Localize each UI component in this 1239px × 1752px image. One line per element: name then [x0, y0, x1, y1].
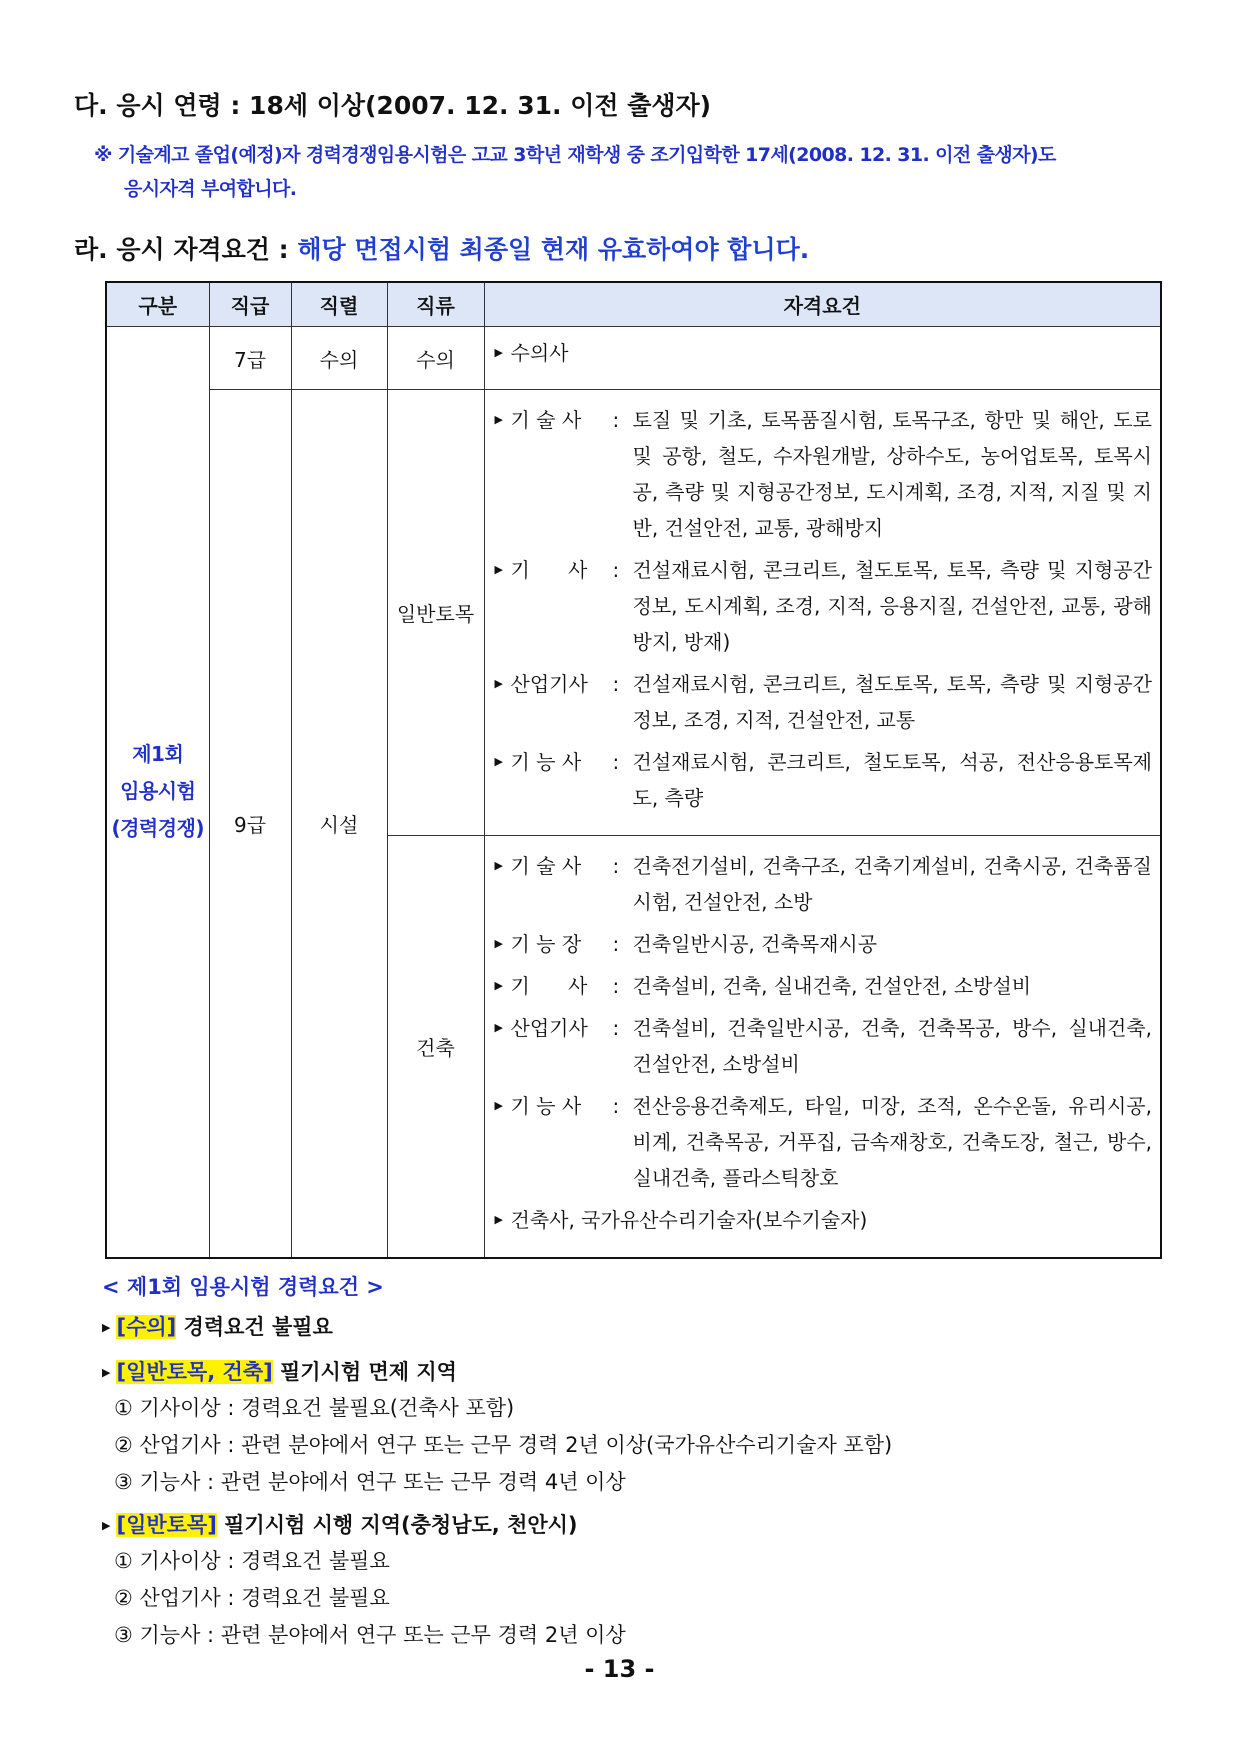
entry-colon: :: [612, 408, 620, 432]
career-bullet-exempt: [102, 1356, 457, 1386]
entry-label: 산업기사: [510, 672, 588, 696]
entry-text: 전산응용건축제도, 타일, 미장, 조적, 온수온돌, 유리시공, 비계, 건축목공, 거푸집, 금속재창호, 건축도장, 철근, 방수, 실내건축, 플라스틱창호: [632, 1094, 1152, 1190]
entry-label: 기 능 사: [510, 750, 582, 774]
career-tag: [수의]: [116, 1315, 177, 1339]
entry-colon: :: [612, 750, 620, 774]
gubun-line-3: (경력경쟁): [111, 816, 205, 841]
list-item: [495, 1202, 1153, 1238]
grade-9: 9급: [209, 390, 291, 1258]
list-item: [495, 968, 1153, 1004]
series-vet: 수의: [291, 327, 387, 390]
entry-text: 건설재료시험, 콘크리트, 철도토목, 토목, 측량 및 지형공간정보, 도시계획, 조경, 지적, 응용지질, 건설안전, 교통, 광해방지, 방재): [632, 558, 1152, 654]
career-text: 필기시험 시행 지역(충청남도, 천안시): [216, 1513, 578, 1537]
grade-7: 7급: [209, 327, 291, 390]
entry-label: 기 능 장: [510, 932, 582, 956]
gubun-cell: [106, 327, 209, 1258]
list-item: [495, 848, 1153, 920]
list-item: [495, 552, 1153, 660]
list-item: [495, 666, 1153, 738]
career-tag: [일반토목, 건축]: [116, 1360, 273, 1384]
header-gubun: 구분: [106, 282, 209, 327]
list-item: ② 산업기사 : 관련 분야에서 연구 또는 근무 경력 2년 이상(국가유산수리기술자 포함): [114, 1433, 893, 1457]
branch-civil: 일반토목: [387, 390, 484, 836]
entry-label: 산업기사: [510, 1016, 588, 1040]
branch-arch: 건축: [387, 836, 484, 1258]
note-line-1: ※ 기술계고 졸업(예정)자 경력경쟁임용시험은 고교 3학년 재학생 중 조기입학한 17세(2008. 12. 31. 이전 출생자)도: [94, 144, 1056, 166]
entry-colon: :: [612, 1094, 620, 1118]
triangle-bullet-icon: ▶: [494, 755, 503, 768]
entry-text: 건축설비, 건축일반시공, 건축, 건축목공, 방수, 실내건축, 건설안전, 소방설비: [632, 1016, 1152, 1076]
entry-colon: :: [612, 1016, 620, 1040]
branch-vet: 수의: [387, 327, 484, 390]
career-text: 필기시험 면제 지역: [272, 1360, 457, 1384]
entry-text: 건축사, 국가유산수리기술자(보수기술자): [510, 1208, 868, 1232]
triangle-bullet-icon: ▶: [102, 1321, 111, 1334]
table-row: [106, 327, 1161, 390]
series-facility: 시설: [291, 390, 387, 1258]
section-ra-heading: [74, 230, 809, 266]
entry-label: 기 사: [510, 974, 588, 998]
triangle-bullet-icon: ▶: [494, 1099, 503, 1112]
triangle-bullet-icon: ▶: [494, 979, 503, 992]
entry-text: 건설재료시험, 콘크리트, 철도토목, 토목, 측량 및 지형공간정보, 조경, 지적, 건설안전, 교통: [632, 672, 1152, 732]
entry-text: 토질 및 기초, 토목품질시험, 토목구조, 항만 및 해안, 도로 및 공항, 철도, 수자원개발, 상하수도, 농어업토목, 토목시공, 측량 및 지형공간정보, 도시계획, 조경, 지적, 지질 및 지반, 건설안전, 교통, 광해방지: [632, 408, 1152, 540]
entry-colon: :: [612, 558, 620, 582]
req-arch: [484, 836, 1161, 1258]
entry-text: 건축일반시공, 건축목재시공: [632, 932, 878, 956]
list-item: ① 기사이상 : 경력요건 불필요: [114, 1549, 390, 1573]
career-bullet-written: [102, 1509, 578, 1539]
career-tag: [일반토목]: [116, 1513, 217, 1537]
triangle-bullet-icon: ▶: [494, 937, 503, 950]
triangle-bullet-icon: ▶: [494, 346, 503, 359]
gubun-line-1: 제1회: [132, 742, 184, 767]
section-ra-prefix: 라. 응시 자격요건 :: [74, 235, 298, 264]
list-item: ③ 기능사 : 관련 분야에서 연구 또는 근무 경력 2년 이상: [114, 1623, 626, 1647]
triangle-bullet-icon: ▶: [494, 413, 503, 426]
header-requirement: 자격요건: [484, 282, 1161, 327]
entry-colon: :: [612, 672, 620, 696]
req-civil: [484, 390, 1161, 836]
entry-text: 건축전기설비, 건축구조, 건축기계설비, 건축시공, 건축품질시험, 건설안전, 소방: [632, 854, 1152, 914]
age-note: [94, 138, 1184, 206]
header-series: 직렬: [291, 282, 387, 327]
triangle-bullet-icon: ▶: [102, 1519, 111, 1532]
list-item: [495, 402, 1153, 546]
list-item: [495, 744, 1153, 816]
triangle-bullet-icon: ▶: [102, 1366, 111, 1379]
career-bullet-vet: [102, 1311, 333, 1341]
list-item: [495, 1010, 1153, 1082]
req-vet: [484, 327, 1161, 390]
triangle-bullet-icon: ▶: [494, 859, 503, 872]
list-item: ③ 기능사 : 관련 분야에서 연구 또는 근무 경력 4년 이상: [114, 1470, 626, 1494]
triangle-bullet-icon: ▶: [494, 677, 503, 690]
header-grade: 직급: [209, 282, 291, 327]
section-da-heading: 다. 응시 연령 : 18세 이상(2007. 12. 31. 이전 출생자): [74, 91, 712, 120]
header-branch: 직류: [387, 282, 484, 327]
list-item: ① 기사이상 : 경력요건 불필요(건축사 포함): [114, 1396, 515, 1420]
qualification-table: [105, 281, 1162, 1259]
list-item: ② 산업기사 : 경력요건 불필요: [114, 1586, 390, 1610]
page-number: - 13 -: [584, 1655, 655, 1683]
entry-colon: :: [612, 974, 620, 998]
triangle-bullet-icon: ▶: [494, 1021, 503, 1034]
table-row: [106, 390, 1161, 836]
entry-label: 기 사: [510, 558, 588, 582]
career-text: 경력요건 불필요: [176, 1315, 333, 1339]
entry-text: 건축설비, 건축, 실내건축, 건설안전, 소방설비: [632, 974, 1032, 998]
entry-label: 기 술 사: [510, 854, 582, 878]
req-vet-text: 수의사: [510, 341, 569, 365]
list-item: [495, 926, 1153, 962]
gubun-line-2: 임용시험: [120, 779, 196, 804]
entry-colon: :: [612, 932, 620, 956]
list-item: [495, 1088, 1153, 1196]
entry-label: 기 능 사: [510, 1094, 582, 1118]
triangle-bullet-icon: ▶: [494, 563, 503, 576]
career-title: < 제1회 임용시험 경력요건 >: [102, 1275, 384, 1299]
entry-colon: :: [612, 854, 620, 878]
entry-text: 건설재료시험, 콘크리트, 철도토목, 석공, 전산응용토목제도, 측량: [632, 750, 1152, 810]
entry-label: 기 술 사: [510, 408, 582, 432]
triangle-bullet-icon: ▶: [494, 1213, 503, 1226]
note-line-2: 응시자격 부여합니다.: [124, 178, 297, 200]
table-header-row: [106, 282, 1161, 327]
section-ra-highlight: 해당 면접시험 최종일 현재 유효하여야 합니다.: [297, 235, 810, 264]
